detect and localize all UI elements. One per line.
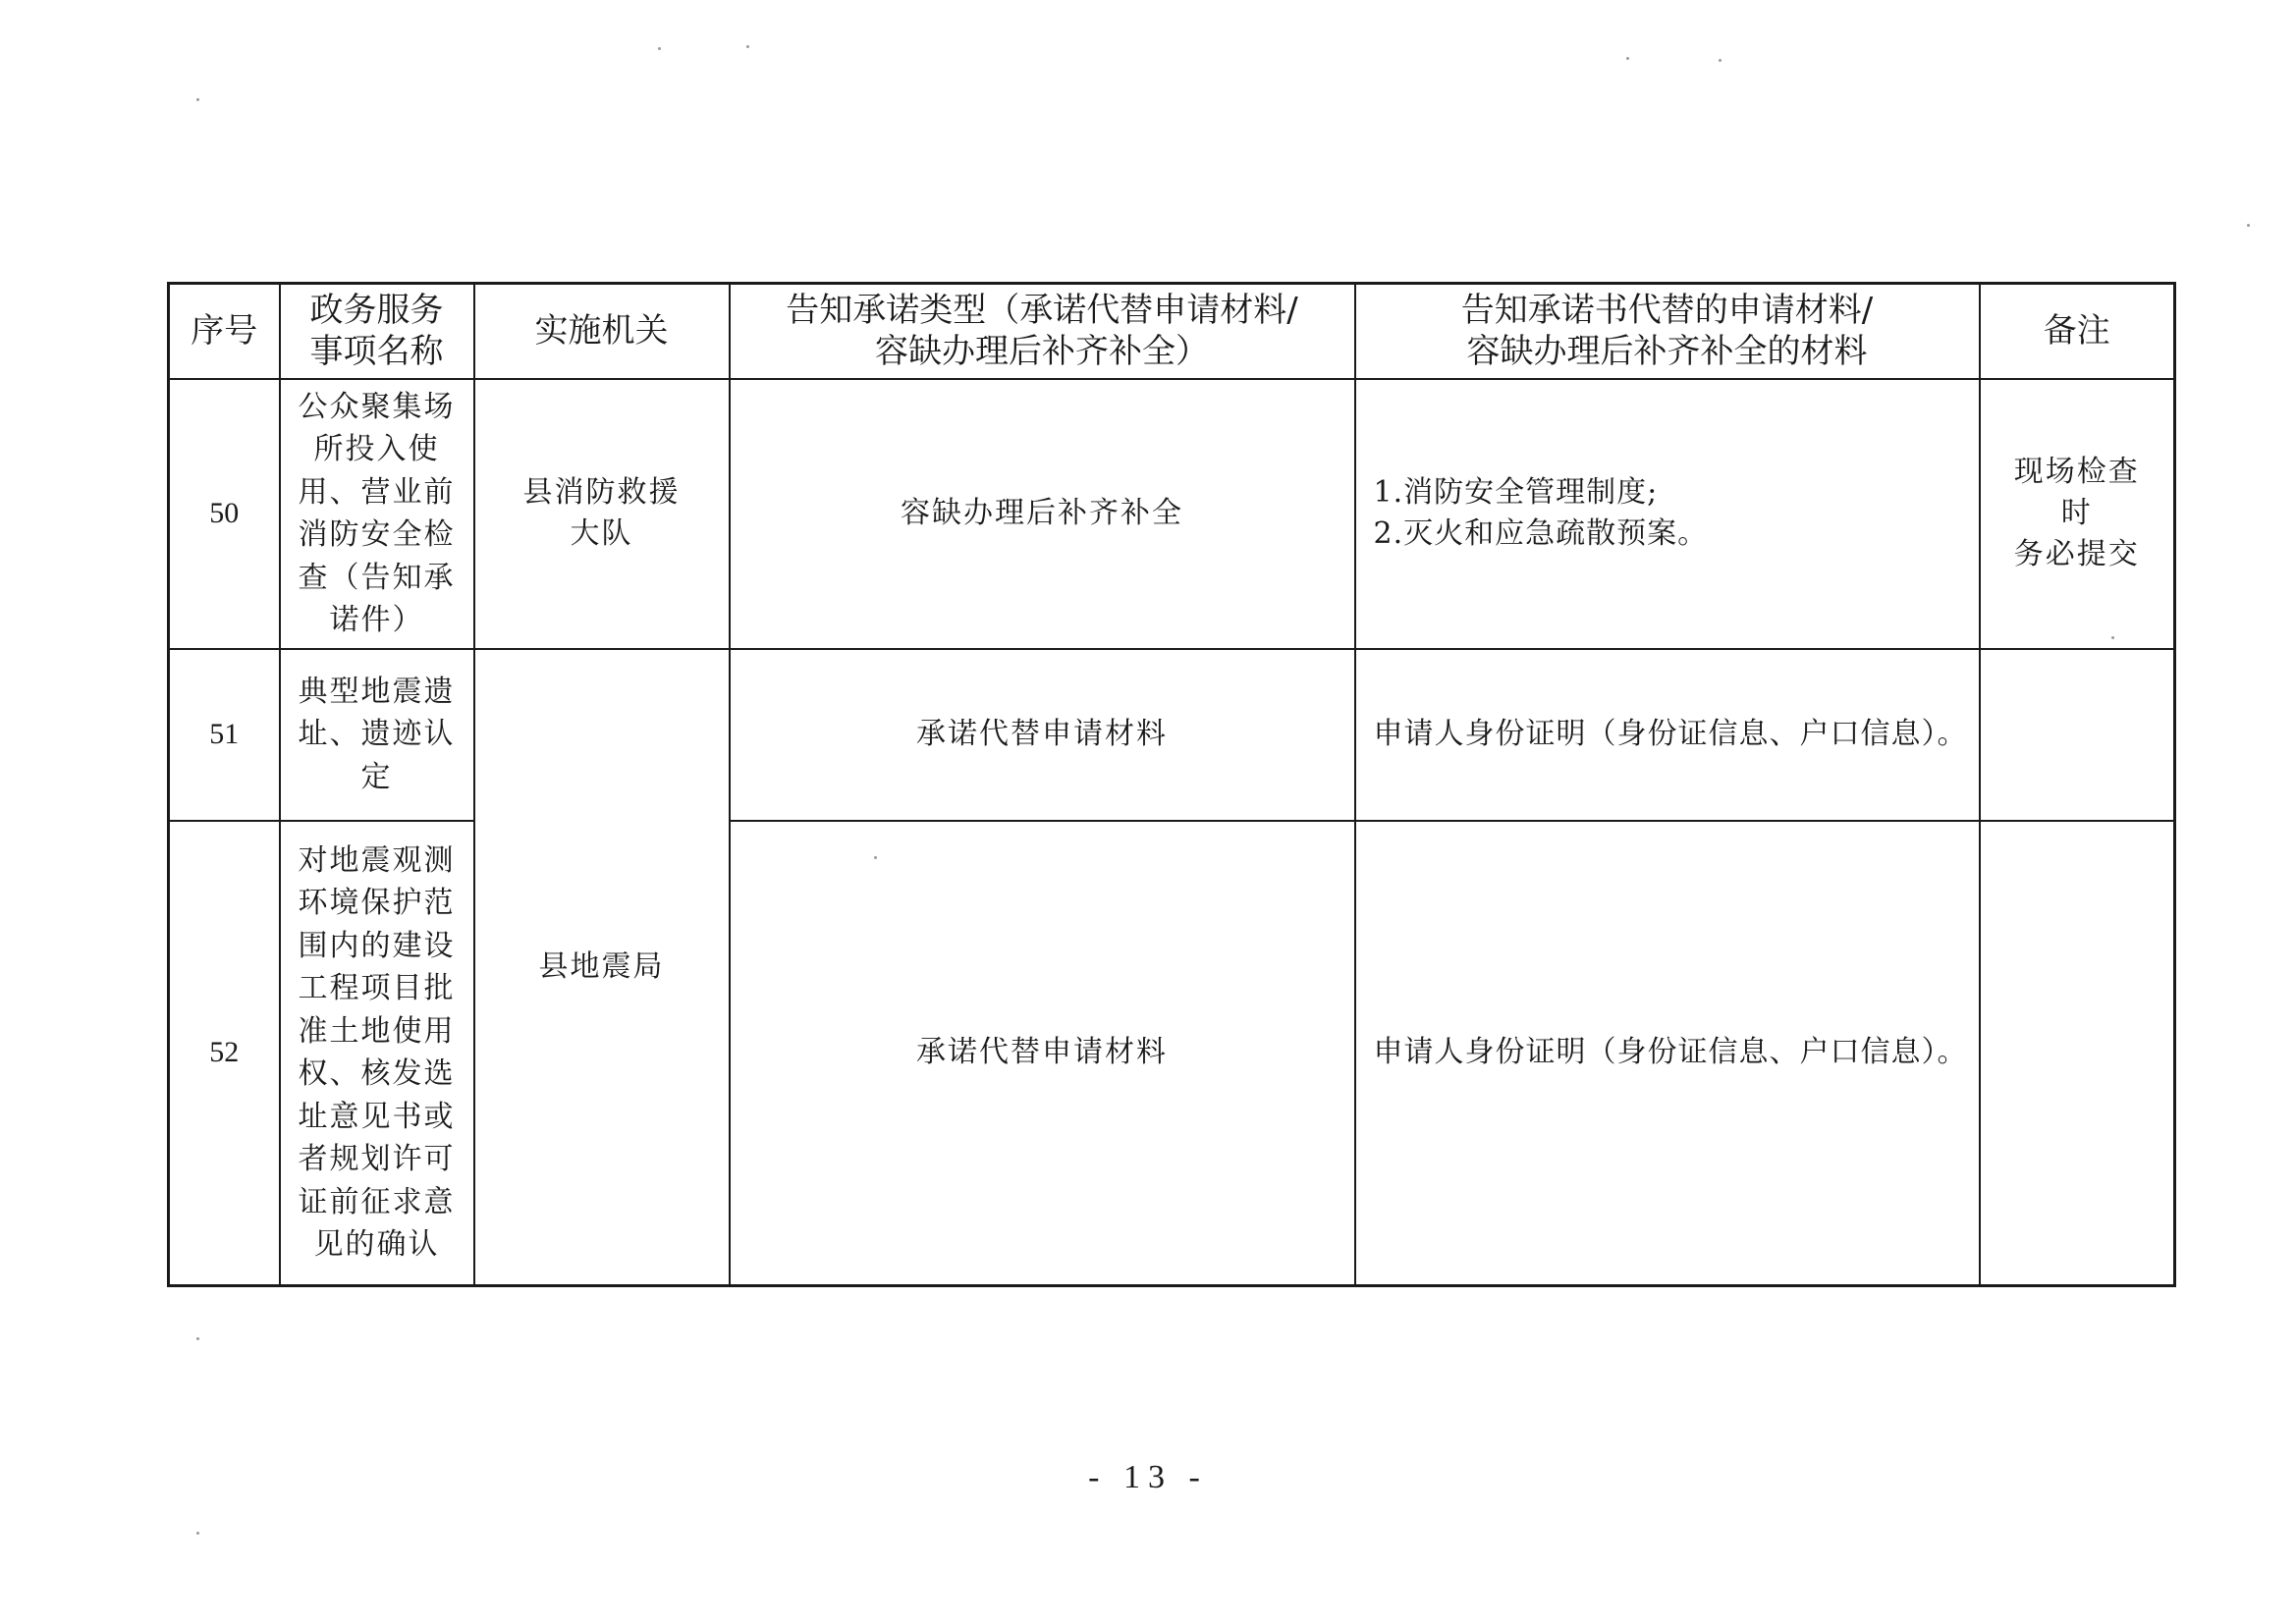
item-name-line: 准土地使用	[298, 1013, 456, 1049]
row-agency	[474, 379, 730, 649]
item-name-line: 址意见书或	[298, 1099, 456, 1134]
agency-line: 县消防救援	[522, 475, 681, 510]
row-item-name	[280, 649, 474, 821]
row-agency	[474, 649, 730, 1286]
remark-line: 务必提交	[2013, 537, 2140, 571]
item-name-line: 者规划许可	[298, 1142, 456, 1177]
row-seq: 52	[169, 821, 280, 1286]
item-name-line: 证前征求意	[298, 1184, 456, 1219]
remark-line: 现场检查	[2013, 455, 2140, 489]
materials-line: 2.灭火和应急疏散预案。	[1373, 516, 1709, 551]
header-commitment-type	[730, 284, 1355, 379]
item-name-line: 围内的建设	[298, 928, 456, 963]
page-number: - 13 -	[1088, 1459, 1208, 1495]
table-body	[169, 379, 2175, 1286]
header-materials-line: 容缺办理后补齐补全的材料	[1466, 332, 1868, 372]
row-commitment-type: 容缺办理后补齐补全	[730, 379, 1355, 649]
scan-speck	[746, 45, 749, 48]
header-item-name-line: 事项名称	[309, 332, 444, 372]
scan-speck	[196, 1337, 199, 1340]
header-item-name	[280, 284, 474, 379]
item-name-line: 址、遗迹认定	[298, 717, 456, 794]
item-name-line: 所投入使	[313, 432, 440, 466]
row-materials	[1355, 379, 1980, 649]
agency-line: 大队	[570, 516, 633, 551]
row-item-name	[280, 379, 474, 649]
header-commitment-type-line: 告知承诺类型（承诺代替申请材料/	[786, 291, 1298, 331]
table-row	[169, 821, 2175, 1286]
materials-line: 1.消防安全管理制度;	[1373, 475, 1659, 510]
materials-line: 申请人身份证明（身份证信息、户口信息）。	[1373, 717, 1968, 751]
scan-speck	[196, 98, 199, 101]
row-remark	[1980, 821, 2175, 1286]
row-item-name	[280, 821, 474, 1286]
remark-line: 时	[2060, 496, 2093, 530]
header-materials-line: 告知承诺书代替的申请材料/	[1460, 291, 1874, 331]
item-name-line: 对地震观测	[298, 842, 456, 878]
item-name-line: 查（告知承	[298, 560, 456, 595]
item-name-line: 诺件）	[329, 603, 424, 637]
scan-speck	[2247, 224, 2250, 227]
table-header	[169, 284, 2175, 379]
row-remark	[1980, 649, 2175, 821]
header-seq: 序号	[169, 284, 280, 379]
item-name-line: 用、营业前	[298, 474, 456, 510]
header-item-name-line: 政务服务	[309, 291, 444, 331]
row-seq: 50	[169, 379, 280, 649]
item-name-line: 公众聚集场	[298, 389, 456, 424]
row-remark	[1980, 379, 2175, 649]
header-commitment-type-line: 容缺办理后补齐补全）	[875, 332, 1209, 372]
header-row	[169, 284, 2175, 379]
scan-speck	[196, 1532, 199, 1535]
item-name-line: 环境保护范	[298, 886, 456, 921]
item-name-line: 工程项目批	[298, 971, 456, 1006]
commitment-table	[167, 282, 2176, 1287]
table-row	[169, 649, 2175, 821]
header-agency: 实施机关	[474, 284, 730, 379]
row-commitment-type: 承诺代替申请材料	[730, 821, 1355, 1286]
header-remark: 备注	[1980, 284, 2175, 379]
scan-speck	[658, 47, 661, 50]
item-name-line: 典型地震遗	[298, 674, 456, 709]
item-name-line: 消防安全检	[298, 517, 456, 552]
row-materials	[1355, 821, 1980, 1286]
header-materials	[1355, 284, 1980, 379]
table-row	[169, 379, 2175, 649]
scan-speck	[1626, 57, 1629, 60]
agency-line: 县地震局	[538, 948, 665, 984]
item-name-line: 见的确认	[313, 1227, 440, 1263]
row-seq: 51	[169, 649, 280, 821]
row-commitment-type: 承诺代替申请材料	[730, 649, 1355, 821]
scan-speck	[1719, 59, 1722, 62]
row-materials	[1355, 649, 1980, 821]
materials-line: 申请人身份证明（身份证信息、户口信息）。	[1373, 1035, 1968, 1070]
item-name-line: 权、核发选	[298, 1056, 456, 1092]
